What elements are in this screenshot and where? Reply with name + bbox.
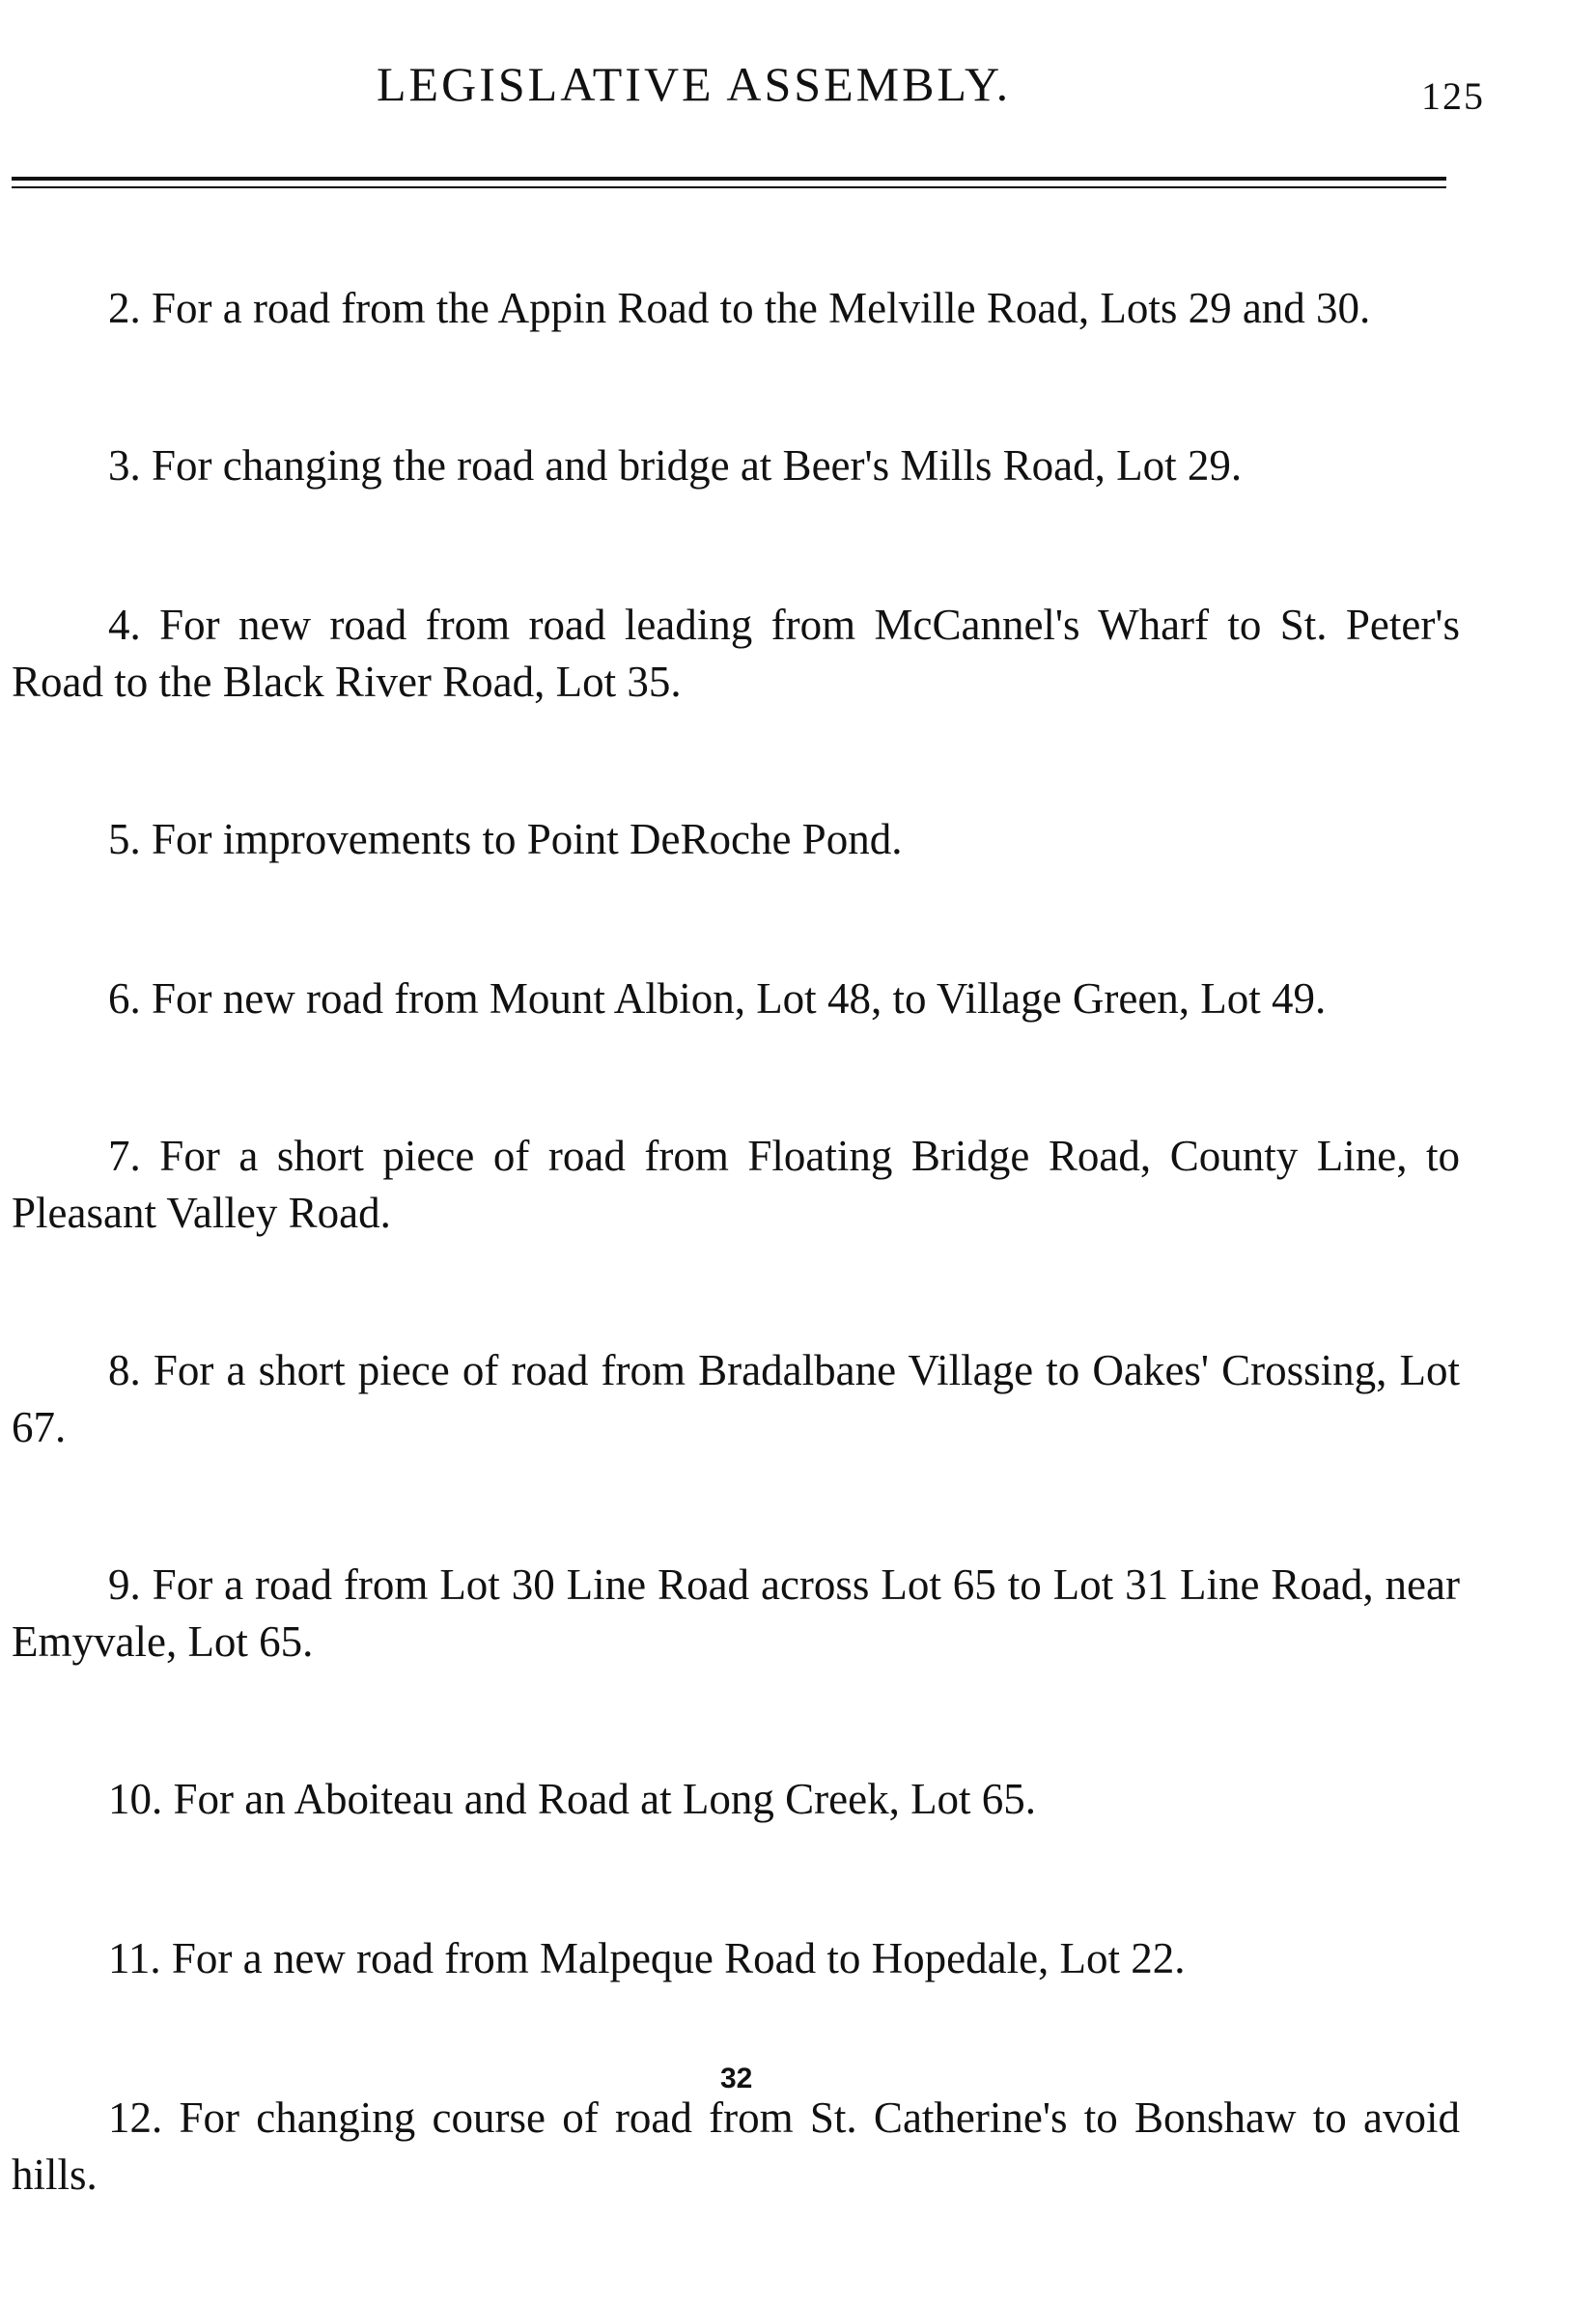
- header-rule-thick: [12, 177, 1446, 181]
- list-item: 7. For a short piece of road from Floating Bridge Road, County Line, to Pleasant Valley Road.: [12, 1132, 1460, 1237]
- list-item: 4. For new road from road leading from McCannel's Wharf to St. Peter's Road to the Black River Road, Lot 35.: [12, 601, 1460, 706]
- list-item: 11. For a new road from Malpeque Road to Hopedale, Lot 22.: [108, 1934, 1186, 1982]
- list-item: 5. For improvements to Point DeRoche Pond.: [108, 815, 903, 863]
- list-item: 10. For an Aboiteau and Road at Long Creek, Lot 65.: [108, 1775, 1037, 1823]
- header-rule-thin: [12, 186, 1446, 188]
- list-item: 9. For a road from Lot 30 Line Road across Lot 65 to Lot 31 Line Road, near Emyvale, Lot 65.: [12, 1560, 1460, 1666]
- list-item: 12. For changing course of road from St. Catherine's to Bonshaw to avoid hills.: [12, 2093, 1460, 2199]
- page-number: 125: [1421, 74, 1485, 118]
- list-item: 3. For changing the road and bridge at Beer's Mills Road, Lot 29.: [108, 441, 1243, 490]
- signature-number: 32: [720, 2063, 753, 2094]
- list-item: 6. For new road from Mount Albion, Lot 48, to Village Green, Lot 49.: [108, 974, 1327, 1023]
- list-item: 2. For a road from the Appin Road to the Melville Road, Lots 29 and 30.: [108, 284, 1371, 332]
- list-item: 8. For a short piece of road from Bradalbane Village to Oakes' Crossing, Lot 67.: [12, 1346, 1460, 1451]
- entry-list: [12, 280, 1460, 2304]
- running-head: LEGISLATIVE ASSEMBLY.: [377, 57, 1012, 111]
